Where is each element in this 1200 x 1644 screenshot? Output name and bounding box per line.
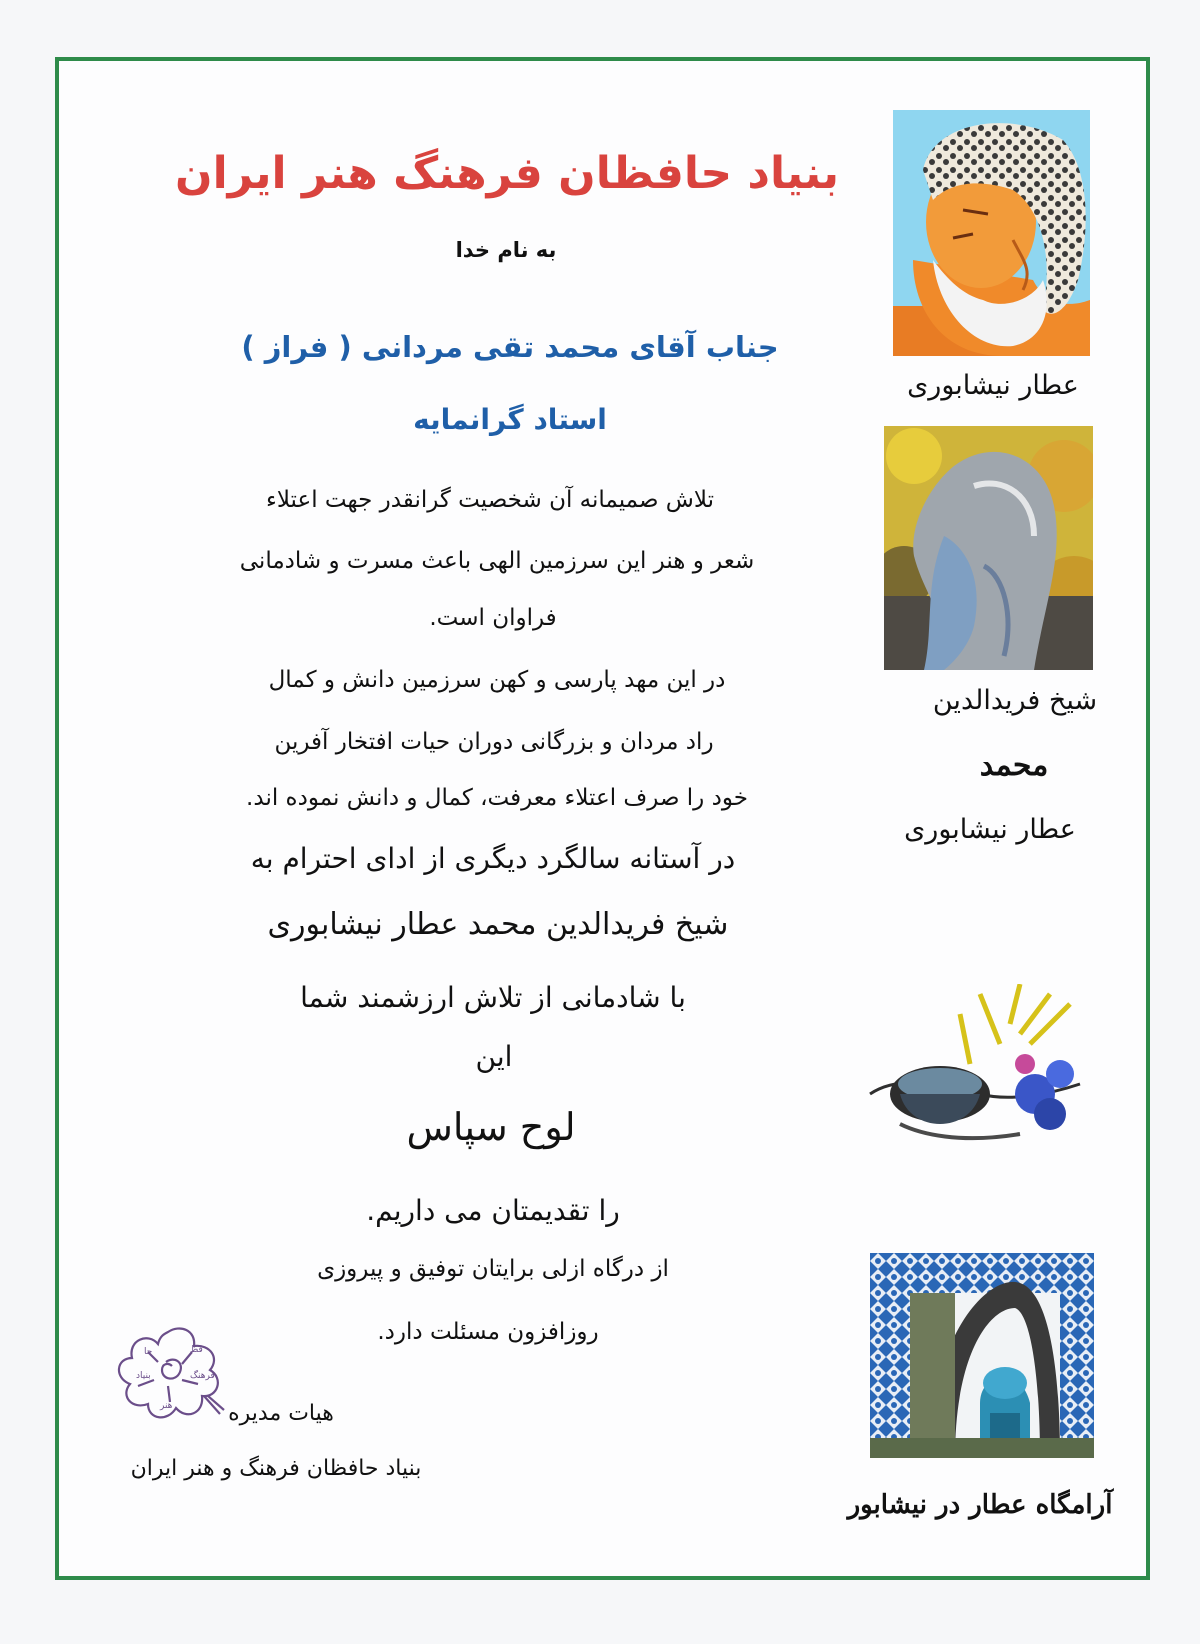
body-line: خود را صرف اعتلاء معرفت، کمال و دانش نموده اند. (246, 785, 748, 811)
caption-attar-neyshaburi: عطار نیشابوری (904, 814, 1076, 845)
recipient-name: جناب آقای محمد تقی مردانی ( فراز ) (241, 330, 779, 364)
body-line: این (475, 1040, 513, 1073)
body-line: در این مهد پارسی و کهن سرزمین دانش و کمال (268, 667, 726, 693)
body-line: با شادمانی از تلاش ارزشمند شما (300, 981, 686, 1014)
body-line: تلاش صمیمانه آن شخصیت گرانقدر جهت اعتلاء (266, 487, 714, 513)
flower-bowl-image (860, 984, 1092, 1162)
svg-text:هنر: هنر (160, 1401, 173, 1411)
body-line: راد مردان و بزرگانی دوران حیات افتخار آفرین (274, 729, 714, 755)
body-line: روزافزون مسئلت دارد. (377, 1319, 599, 1345)
body-line: را تقدیمتان می داریم. (366, 1194, 620, 1227)
recipient-honorific: استاد گرانمایه (413, 403, 607, 436)
attar-tomb-image (870, 1253, 1094, 1458)
body-line: در آستانه سالگرد دیگری از ادای احترام به (250, 842, 736, 875)
organization-title: بنیاد حافظان فرهنگ هنر ایران (175, 148, 839, 199)
body-line: فراوان است. (429, 605, 557, 631)
caption-sheikh: شیخ فریدالدین (932, 685, 1098, 716)
plaque-heading: لوح سپاس (406, 1105, 576, 1149)
bismillah: به نام خدا (455, 238, 557, 262)
flower-stamp (108, 1322, 228, 1428)
caption-attar-portrait: عطار نیشابوری (907, 370, 1079, 401)
svg-text:حا: حا (144, 1347, 153, 1357)
caption-mohammad: محمد (979, 748, 1049, 783)
caption-attar-tomb: آرامگاه عطار در نیشابور (847, 1490, 1113, 1520)
body-line: شعر و هنر این سرزمین الهی باعث مسرت و شادمانی (239, 548, 755, 574)
organization-signature: بنیاد حافظان فرهنگ و هنر ایران (130, 1456, 422, 1481)
body-line: شیخ فریدالدین محمد عطار نیشابوری (267, 907, 729, 942)
body-line: از درگاه ازلی برایتان توفیق و پیروزی (317, 1256, 669, 1282)
attar-sculpture-image (884, 426, 1093, 670)
svg-text:بنیاد: بنیاد (136, 1371, 151, 1381)
svg-text:فرهنگ: فرهنگ (190, 1371, 215, 1381)
board-signature: هیات مدیره (228, 1401, 334, 1426)
svg-text:فظ: فظ (190, 1345, 203, 1355)
attar-portrait-image (893, 110, 1090, 356)
